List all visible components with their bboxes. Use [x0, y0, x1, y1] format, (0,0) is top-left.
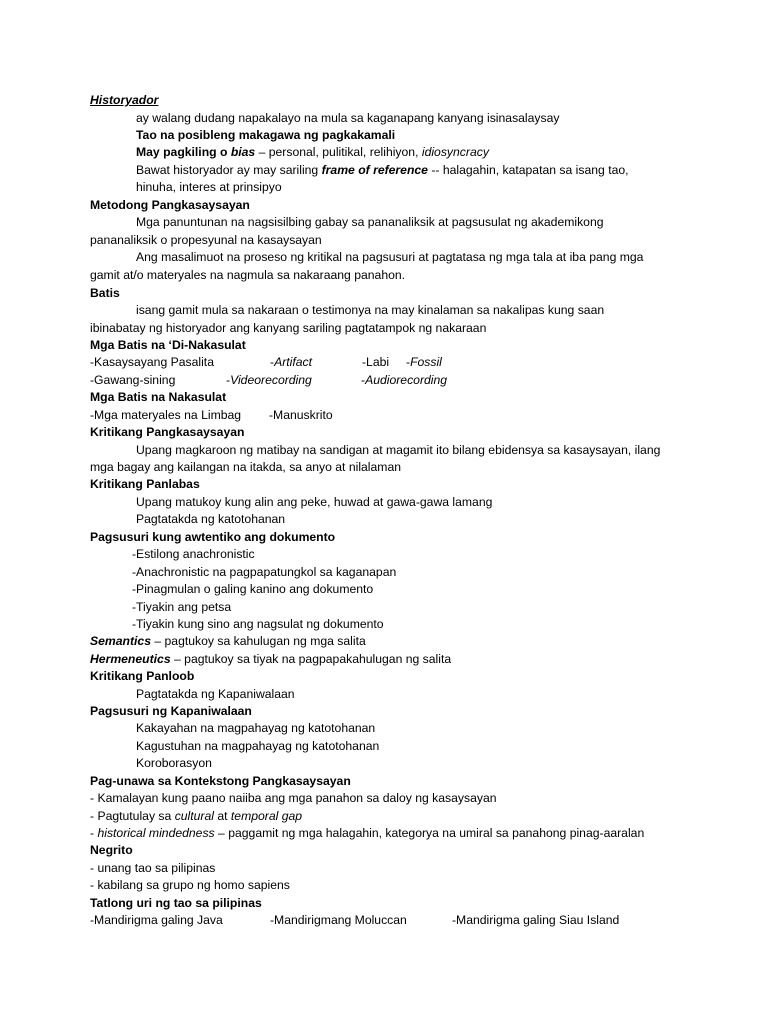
di-nakasulat-r2c2: -Videorecording [226, 373, 312, 387]
kritikang-panloob-p1: Pagtatakda ng Kapaniwalaan [136, 687, 295, 701]
di-nakasulat-r2c1: -Gawang-sining [90, 373, 176, 387]
konteksto-heading: Pag-unawa sa Kontekstong Pangkasaysayan [90, 774, 351, 788]
kapaniwalaan-heading: Pagsusuri ng Kapaniwalaan [90, 704, 252, 718]
kapaniwalaan-item: Kakayahan na magpahayag ng katotohanan [136, 721, 376, 735]
kritikang-panlabas-p1: Upang matukoy kung alin ang peke, huwad at gawa-gawa lamang [136, 495, 493, 509]
batis-heading: Batis [90, 286, 120, 300]
historyador-point-3-cont: hinuha, interes at prinsipyo [136, 180, 282, 194]
historyador-point-1: Tao na posibleng makagawa ng pagkakamali [136, 128, 396, 142]
tatlong-uri-c1: -Mandirigma galing Java [90, 913, 223, 927]
historyador-point-3: Bawat historyador ay may sariling frame of reference -- halagahin, katapatan sa isang tao, [136, 163, 629, 177]
di-nakasulat-heading: Mga Batis na ‘Di-Nakasulat [90, 338, 246, 352]
kritikang-panloob-heading: Kritikang Panloob [90, 669, 195, 683]
awtentiko-item: -Anachronistic na pagpapatungkol sa kaganapan [132, 565, 397, 579]
kritikang-pk-p1-cont: mga bagay ang kailangan na itakda, sa anyo at nilalaman [90, 460, 401, 474]
konteksto-l3: - historical mindedness – paggamit ng mga halagahin, kategorya na umiral sa panahong pinag-aaralan [90, 826, 645, 840]
metodo-p2-cont: gamit at/o materyales na nagmula sa nakaraang panahon. [90, 268, 406, 282]
semantics-line: Semantics – pagtukoy sa kahulugan ng mga salita [90, 634, 366, 648]
awtentiko-item: -Pinagmulan o galing kanino ang dokumento [132, 582, 374, 596]
negrito-l2: - kabilang sa grupo ng homo sapiens [90, 878, 290, 892]
di-nakasulat-r1c1: -Kasaysayang Pasalita [90, 355, 214, 369]
awtentiko-heading: Pagsusuri kung awtentiko ang dokumento [90, 530, 336, 544]
batis-p1-cont: ibinabatay ng historyador ang kanyang sariling pagtatampok ng nakaraan [90, 321, 487, 335]
nakasulat-heading: Mga Batis na Nakasulat [90, 390, 227, 404]
tatlong-uri-c2: -Mandirigmang Moluccan [270, 913, 407, 927]
metodo-heading: Metodong Pangkasaysayan [90, 198, 250, 212]
batis-p1: isang gamit mula sa nakaraan o testimonya na may kinalaman sa nakalipas kung saan [136, 303, 605, 317]
konteksto-l1: - Kamalayan kung paano naiiba ang mga panahon sa daloy ng kasaysayan [90, 791, 497, 805]
awtentiko-item: -Estilong anachronistic [132, 547, 255, 561]
di-nakasulat-r2c3: -Audiorecording [361, 373, 448, 387]
negrito-l1: - unang tao sa pilipinas [90, 861, 216, 875]
kritikang-panlabas-heading: Kritikang Panlabas [90, 477, 200, 491]
awtentiko-item: -Tiyakin kung sino ang nagsulat ng dokumento [132, 617, 384, 631]
hermeneutics-line: Hermeneutics – pagtukoy sa tiyak na pagpapakahulugan ng salita [90, 652, 452, 666]
kritikang-panlabas-p2: Pagtatakda ng katotohanan [136, 512, 286, 526]
page-title: Historyador [90, 93, 159, 107]
historyador-point-2: May pagkiling o bias – personal, pulitikal, relihiyon, idiosyncracy [136, 145, 489, 159]
metodo-p1: Mga panuntunan na nagsisilbing gabay sa pananaliksik at pagsusulat ng akademikong [136, 215, 604, 229]
awtentiko-item: -Tiyakin ang petsa [132, 600, 232, 614]
metodo-p2: Ang masalimuot na proseso ng kritikal na pagsusuri at pagtatasa ng mga tala at iba pang mga [136, 250, 644, 264]
tatlong-uri-heading: Tatlong uri ng tao sa pilipinas [90, 896, 262, 910]
historyador-desc: ay walang dudang napakalayo na mula sa kaganapang kanyang isinasalaysay [136, 111, 560, 125]
di-nakasulat-r1c2: -Artifact [270, 355, 312, 369]
metodo-p1-cont: pananaliksik o propesyunal na kasaysayan [90, 233, 322, 247]
kapaniwalaan-item: Koroborasyon [136, 756, 212, 770]
konteksto-l2: - Pagtutulay sa cultural at temporal gap [90, 809, 303, 823]
di-nakasulat-r1c4: -Fossil [406, 355, 442, 369]
kritikang-pk-heading: Kritikang Pangkasaysayan [90, 425, 245, 439]
nakasulat-c2: -Manuskrito [269, 408, 333, 422]
di-nakasulat-r1c3: -Labi [362, 355, 390, 369]
nakasulat-c1: -Mga materyales na Limbag [90, 408, 242, 422]
negrito-heading: Negrito [90, 843, 133, 857]
kapaniwalaan-item: Kagustuhan na magpahayag ng katotohanan [136, 739, 380, 753]
tatlong-uri-c3: -Mandirigma galing Siau Island [452, 913, 620, 927]
kritikang-pk-p1: Upang magkaroon ng matibay na sandigan at magamit ito bilang ebidensya sa kasaysayan, ilang [136, 443, 661, 457]
